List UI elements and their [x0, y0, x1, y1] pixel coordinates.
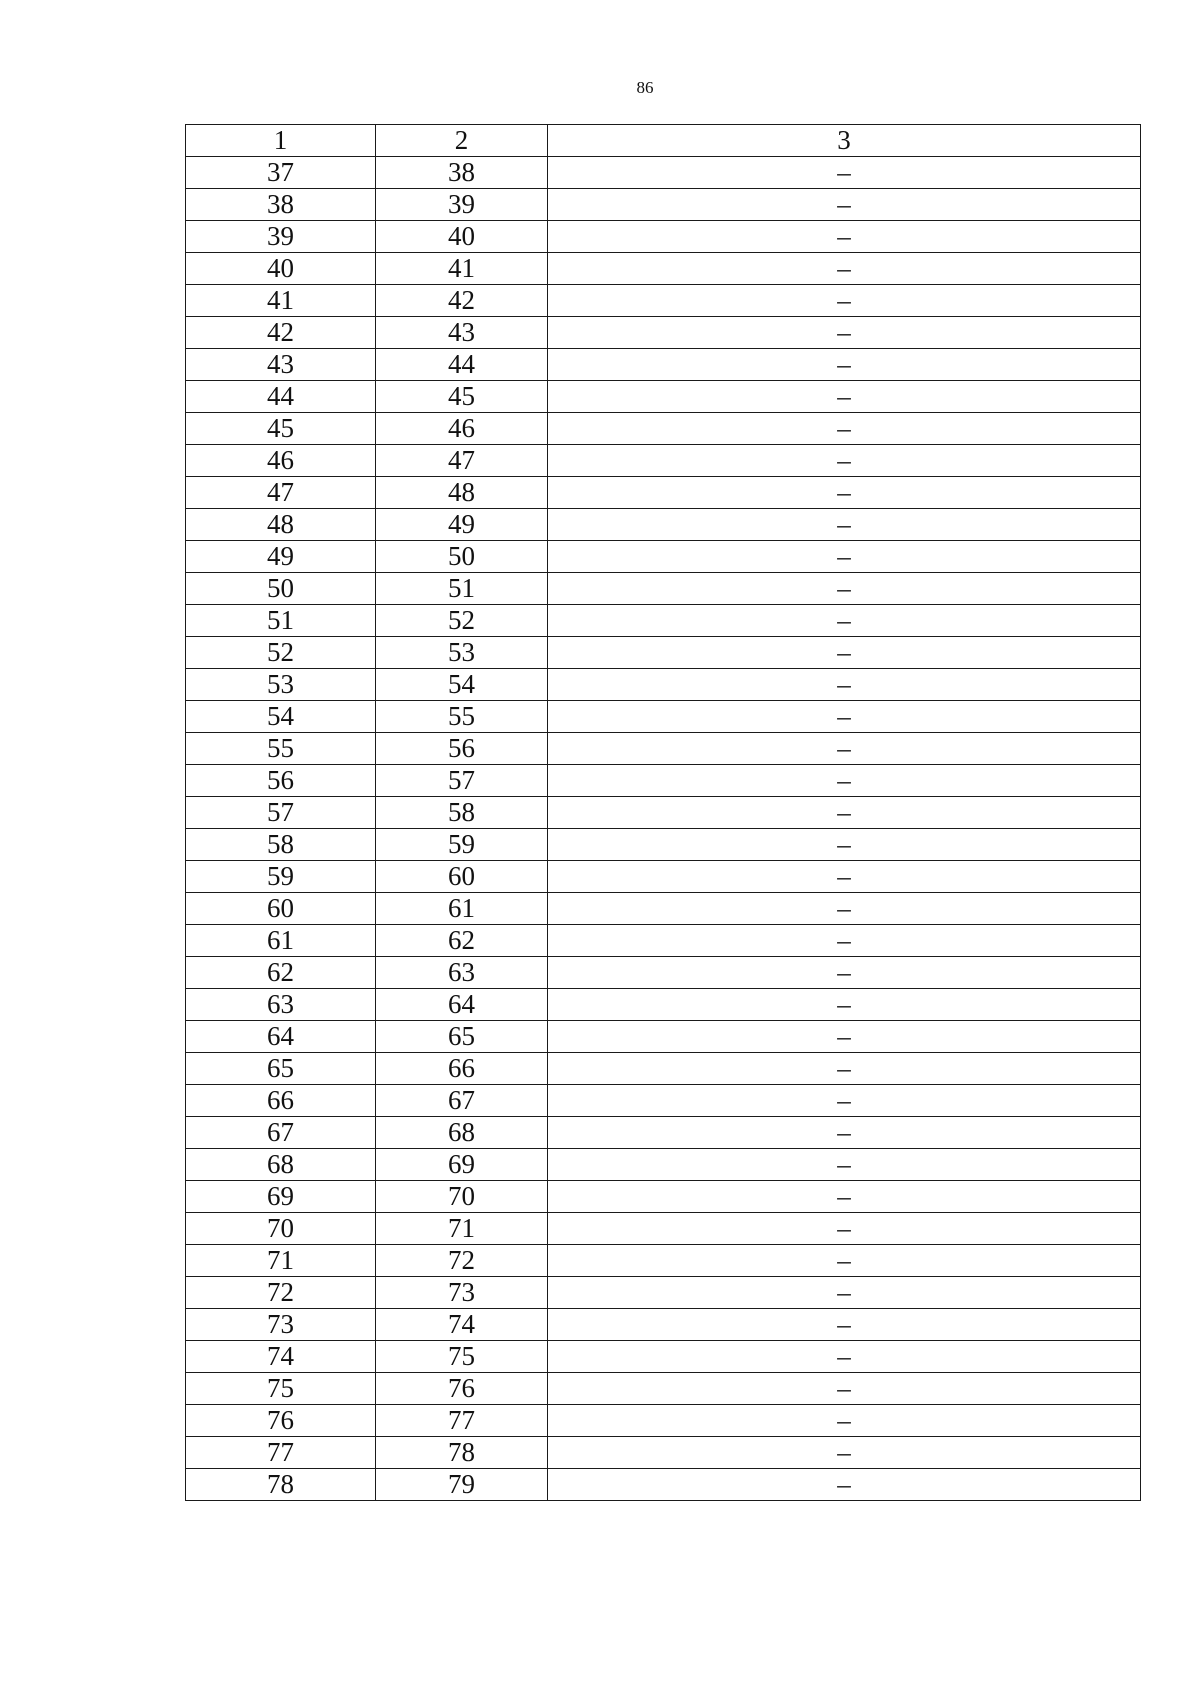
table-cell-col-1: 39	[186, 221, 376, 253]
table-row	[186, 893, 1141, 925]
table-cell-col-2: 53	[376, 637, 548, 669]
table-row	[186, 1117, 1141, 1149]
table-cell-col-3: –	[548, 381, 1141, 413]
table-row	[186, 157, 1141, 189]
table-cell-col-1: 54	[186, 701, 376, 733]
table-cell-col-1: 49	[186, 541, 376, 573]
table-row	[186, 797, 1141, 829]
table-cell-col-1: 66	[186, 1085, 376, 1117]
table-cell-col-2: 61	[376, 893, 548, 925]
table-cell-col-1: 53	[186, 669, 376, 701]
table-cell-col-1: 71	[186, 1245, 376, 1277]
table-cell-col-3: –	[548, 925, 1141, 957]
table-cell-col-3: –	[548, 1117, 1141, 1149]
table-cell-col-2: 55	[376, 701, 548, 733]
table-cell-col-3: –	[548, 285, 1141, 317]
table-cell-col-3: –	[548, 701, 1141, 733]
table-cell-col-2: 64	[376, 989, 548, 1021]
table-cell-col-1: 57	[186, 797, 376, 829]
table-cell-col-2: 71	[376, 1213, 548, 1245]
table-cell-col-3: –	[548, 1149, 1141, 1181]
table-body	[186, 125, 1141, 1501]
table-row	[186, 541, 1141, 573]
table-cell-col-3: –	[548, 637, 1141, 669]
table-cell-col-2: 48	[376, 477, 548, 509]
table-cell-col-3: –	[548, 1181, 1141, 1213]
table-cell-col-1: 62	[186, 957, 376, 989]
table-cell-col-2: 65	[376, 1021, 548, 1053]
table-cell-col-3: –	[548, 957, 1141, 989]
table-cell-col-1: 78	[186, 1469, 376, 1501]
table-cell-col-1: 37	[186, 157, 376, 189]
table-row	[186, 957, 1141, 989]
table-cell-col-1: 77	[186, 1437, 376, 1469]
table-row	[186, 253, 1141, 285]
table-cell-col-2: 59	[376, 829, 548, 861]
table-cell-col-1: 72	[186, 1277, 376, 1309]
table-cell-col-3: –	[548, 1437, 1141, 1469]
table-cell-col-1: 75	[186, 1373, 376, 1405]
table-cell-col-1: 58	[186, 829, 376, 861]
table-cell-col-2: 67	[376, 1085, 548, 1117]
table-row	[186, 1245, 1141, 1277]
table-cell-col-3: –	[548, 477, 1141, 509]
table-cell-col-3: –	[548, 1245, 1141, 1277]
table-row	[186, 477, 1141, 509]
table-cell-col-1: 47	[186, 477, 376, 509]
table-cell-col-1: 68	[186, 1149, 376, 1181]
table-cell-col-2: 57	[376, 765, 548, 797]
table-cell-col-3: –	[548, 573, 1141, 605]
table-cell-col-1: 70	[186, 1213, 376, 1245]
table-cell-col-2: 39	[376, 189, 548, 221]
table-row	[186, 445, 1141, 477]
table-cell-col-2: 49	[376, 509, 548, 541]
table-cell-col-3: –	[548, 157, 1141, 189]
table-cell-col-1: 61	[186, 925, 376, 957]
table-cell-col-3: –	[548, 221, 1141, 253]
table-cell-col-1: 56	[186, 765, 376, 797]
table-cell-col-2: 45	[376, 381, 548, 413]
table-row	[186, 413, 1141, 445]
table-cell-col-3: –	[548, 445, 1141, 477]
table-cell-col-1: 44	[186, 381, 376, 413]
table-cell-col-1: 63	[186, 989, 376, 1021]
table-cell-col-3: –	[548, 253, 1141, 285]
table-cell-col-2: 46	[376, 413, 548, 445]
table-cell-col-2: 72	[376, 1245, 548, 1277]
table-cell-col-3: –	[548, 765, 1141, 797]
table-cell-col-1: 43	[186, 349, 376, 381]
table-cell-col-2: 66	[376, 1053, 548, 1085]
table-row	[186, 317, 1141, 349]
table-cell-col-2: 51	[376, 573, 548, 605]
table-cell-col-2: 60	[376, 861, 548, 893]
table-row	[186, 1373, 1141, 1405]
table-cell-col-3: –	[548, 1085, 1141, 1117]
table-cell-col-3: –	[548, 413, 1141, 445]
column-header-2: 2	[376, 125, 548, 157]
table-cell-col-3: –	[548, 1309, 1141, 1341]
table-cell-col-3: –	[548, 797, 1141, 829]
table-cell-col-3: –	[548, 669, 1141, 701]
table-cell-col-3: –	[548, 317, 1141, 349]
table-cell-col-2: 56	[376, 733, 548, 765]
table-cell-col-3: –	[548, 349, 1141, 381]
table-cell-col-1: 74	[186, 1341, 376, 1373]
table-cell-col-1: 46	[186, 445, 376, 477]
table-row	[186, 1021, 1141, 1053]
table-row	[186, 1437, 1141, 1469]
table-cell-col-1: 51	[186, 605, 376, 637]
table-cell-col-2: 63	[376, 957, 548, 989]
table-row	[186, 1469, 1141, 1501]
table-cell-col-1: 50	[186, 573, 376, 605]
table-cell-col-1: 40	[186, 253, 376, 285]
table-cell-col-2: 62	[376, 925, 548, 957]
table-cell-col-1: 38	[186, 189, 376, 221]
table-cell-col-3: –	[548, 1021, 1141, 1053]
table-cell-col-2: 38	[376, 157, 548, 189]
table-cell-col-3: –	[548, 1053, 1141, 1085]
table-cell-col-3: –	[548, 1213, 1141, 1245]
table-cell-col-2: 70	[376, 1181, 548, 1213]
table-cell-col-2: 73	[376, 1277, 548, 1309]
table-cell-col-2: 44	[376, 349, 548, 381]
table-cell-col-2: 69	[376, 1149, 548, 1181]
column-header-1: 1	[186, 125, 376, 157]
table-row	[186, 637, 1141, 669]
table-cell-col-1: 59	[186, 861, 376, 893]
table-cell-col-2: 47	[376, 445, 548, 477]
table-cell-col-3: –	[548, 1341, 1141, 1373]
table-row	[186, 829, 1141, 861]
table-cell-col-2: 52	[376, 605, 548, 637]
table-cell-col-3: –	[548, 509, 1141, 541]
table-cell-col-1: 55	[186, 733, 376, 765]
table-cell-col-1: 64	[186, 1021, 376, 1053]
table-row	[186, 189, 1141, 221]
table-cell-col-3: –	[548, 605, 1141, 637]
table-row	[186, 285, 1141, 317]
table-row	[186, 765, 1141, 797]
table-cell-col-2: 78	[376, 1437, 548, 1469]
table-row	[186, 221, 1141, 253]
table-row	[186, 1181, 1141, 1213]
table-cell-col-3: –	[548, 1469, 1141, 1501]
table-row	[186, 1213, 1141, 1245]
table-cell-col-2: 77	[376, 1405, 548, 1437]
table-cell-col-3: –	[548, 189, 1141, 221]
table-header-row	[186, 125, 1141, 157]
table-cell-col-3: –	[548, 893, 1141, 925]
page-number: 86	[636, 78, 654, 97]
table-row	[186, 1405, 1141, 1437]
table-row	[186, 509, 1141, 541]
table-cell-col-2: 40	[376, 221, 548, 253]
table-cell-col-1: 69	[186, 1181, 376, 1213]
table-row	[186, 349, 1141, 381]
table-row	[186, 573, 1141, 605]
table-cell-col-2: 68	[376, 1117, 548, 1149]
table-row	[186, 605, 1141, 637]
table-cell-col-1: 42	[186, 317, 376, 349]
table-row	[186, 733, 1141, 765]
table-cell-col-3: –	[548, 1373, 1141, 1405]
table-cell-col-3: –	[548, 733, 1141, 765]
table-cell-col-3: –	[548, 1277, 1141, 1309]
table-cell-col-1: 73	[186, 1309, 376, 1341]
column-header-3: 3	[548, 125, 1141, 157]
table-row	[186, 1053, 1141, 1085]
table-cell-col-1: 76	[186, 1405, 376, 1437]
table-cell-col-3: –	[548, 861, 1141, 893]
table-row	[186, 1085, 1141, 1117]
table-row	[186, 1341, 1141, 1373]
data-table	[185, 124, 1141, 1501]
table-cell-col-1: 45	[186, 413, 376, 445]
table-cell-col-1: 65	[186, 1053, 376, 1085]
table-row	[186, 381, 1141, 413]
table-cell-col-2: 58	[376, 797, 548, 829]
table-cell-col-3: –	[548, 989, 1141, 1021]
table-row	[186, 701, 1141, 733]
table-cell-col-2: 79	[376, 1469, 548, 1501]
table-cell-col-2: 75	[376, 1341, 548, 1373]
table-row	[186, 861, 1141, 893]
table-row	[186, 1309, 1141, 1341]
table-cell-col-1: 52	[186, 637, 376, 669]
table-cell-col-1: 67	[186, 1117, 376, 1149]
table-cell-col-3: –	[548, 829, 1141, 861]
table-cell-col-2: 41	[376, 253, 548, 285]
table-row	[186, 989, 1141, 1021]
table-cell-col-2: 76	[376, 1373, 548, 1405]
table-cell-col-2: 50	[376, 541, 548, 573]
table-row	[186, 1149, 1141, 1181]
table-cell-col-1: 41	[186, 285, 376, 317]
table-row	[186, 669, 1141, 701]
table-cell-col-2: 43	[376, 317, 548, 349]
table-cell-col-3: –	[548, 1405, 1141, 1437]
table-cell-col-2: 74	[376, 1309, 548, 1341]
table-row	[186, 1277, 1141, 1309]
table-cell-col-2: 42	[376, 285, 548, 317]
table-cell-col-3: –	[548, 541, 1141, 573]
table-cell-col-1: 48	[186, 509, 376, 541]
table-row	[186, 925, 1141, 957]
table-cell-col-2: 54	[376, 669, 548, 701]
table-cell-col-1: 60	[186, 893, 376, 925]
